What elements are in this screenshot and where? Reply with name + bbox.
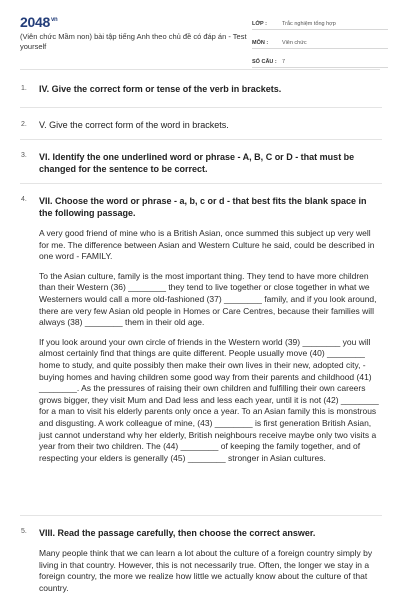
meta-label: MÔN : xyxy=(252,40,269,46)
meta-row-subject xyxy=(252,33,388,49)
page-header xyxy=(0,0,400,72)
passage-paragraph: Many people think that we can learn a lot about the culture of a foreign country simply by living in that country. However, this is not necessarily true. Often, the longer we stay in a foreign country, the more we realize how little we actually know about the culture of that country. xyxy=(39,548,373,593)
question-text: VIII. Read the passage carefully, then choose the correct answer. xyxy=(39,528,316,538)
question-number: 4. xyxy=(21,196,27,203)
question-text: VI. Identify the one underlined word or phrase - A, B, C or D - that must be changed for the sentence to be correct. xyxy=(39,152,355,174)
meta-label: LỚP : xyxy=(252,21,267,27)
question-number: 3. xyxy=(21,152,27,159)
passage-paragraph: A very good friend of mine who is a British Asian, once summed this subject up very well for me. The difference between Asian and Western Culture he said, could be described in one word - FAMILY. xyxy=(39,228,375,262)
meta-value: Viên chức xyxy=(282,40,307,46)
reading-passage xyxy=(39,548,382,594)
meta-value: Trắc nghiệm tổng hợp xyxy=(282,21,336,27)
meta-label: SỐ CÂU : xyxy=(252,59,277,65)
question-number: 2. xyxy=(21,121,27,128)
header-divider xyxy=(20,69,380,70)
meta-row-class xyxy=(252,14,388,30)
question-item xyxy=(20,140,382,184)
question-item xyxy=(20,516,382,600)
question-item xyxy=(20,184,382,516)
site-logo[interactable] xyxy=(20,14,57,30)
logo-suffix: vn xyxy=(50,17,58,24)
document-meta xyxy=(252,14,388,71)
passage-paragraph: If you look around your own circle of friends in the Western world (39) ________ you will almost certainly find that things are quite different. People usually move (40) ________ home to study, and quite possibly then make their own lives in their new, adopted city, - buying homes and having children some good way from their parents and childhood (41) ________. As the pressures of raising their own children and fulfilling their own careers grows bigger, they visit Mum and Dad less and less each year, until it is not (42) ________ for a man to visit his elderly parents only once a year. To an Asian family this is monstrous and disgusting. A work colleague of mine, (43) ________ is first generation British Asian, just cannot understand why her elderly, British neighbours receive maybe only two visits a year from their two children. The (44) ________ of keeping the family together, and of respecting your elders is generally (45) ________ stronger in Asian cultures. xyxy=(39,336,379,463)
question-item xyxy=(20,72,382,108)
question-text: IV. Give the correct form or tense of the verb in brackets. xyxy=(39,84,282,94)
logo-text: 2048 xyxy=(20,14,50,30)
passage-paragraph: To the Asian culture, family is the most important thing. They tend to have more children than their Western (36) ________ they tend to live together or close together in what we Westerners would call a more old-fashioned (37) ________ family, and if you look around, there are very few Asian old people in Homes or Care Centres, because their families will always (38) ________ them in their old age. xyxy=(39,270,377,328)
question-item xyxy=(20,108,382,140)
question-number: 5. xyxy=(21,528,27,535)
question-number: 1. xyxy=(21,85,27,92)
meta-row-count xyxy=(252,52,388,68)
question-text: VII. Choose the word or phrase - a, b, c or d - that best fits the blank space in the following passage. xyxy=(39,196,367,218)
meta-value: 7 xyxy=(282,59,286,65)
document-title: (Viên chức Mầm non) bài tập tiếng Anh theo chủ đề có đáp án - Test yourself xyxy=(20,32,247,51)
reading-passage xyxy=(39,228,382,464)
question-text: V. Give the correct form of the word in brackets. xyxy=(39,120,229,130)
question-list xyxy=(20,72,382,600)
